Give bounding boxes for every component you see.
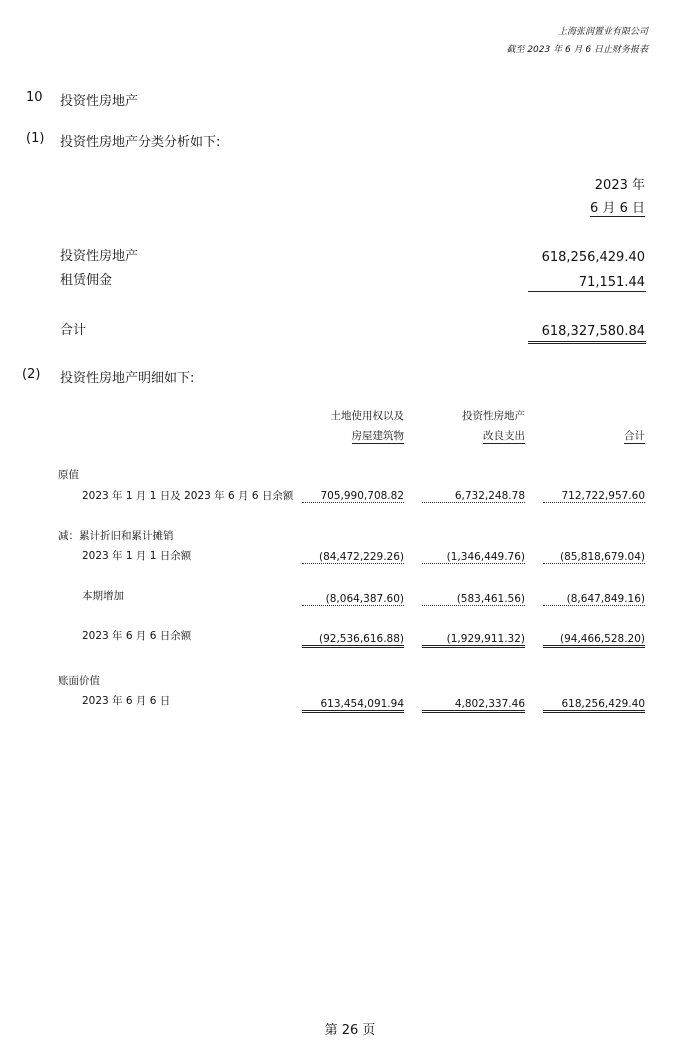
part2-number: (2) xyxy=(22,367,41,382)
dep-row-1-c3: (8,647,849.16) xyxy=(543,593,645,606)
dep-row-1-c2: (583,461.56) xyxy=(422,593,525,606)
company-name: 上海张润置业有限公司 xyxy=(557,27,648,37)
cost-row-c3: 712,722,957.60 xyxy=(543,490,645,503)
cost-row-c2: 6,732,248.78 xyxy=(422,490,525,503)
col1-header-line1: 土地使用权以及 xyxy=(330,410,404,422)
dep-row-0-c3: (85,818,679.04) xyxy=(543,551,645,564)
col3-header: 合计 xyxy=(624,430,645,442)
part1-total-value: 618,327,580.84 xyxy=(541,324,645,339)
nbv-row-label: 2023 年 6 月 6 日 xyxy=(82,695,171,707)
dep-row-1-c1: (8,064,387.60) xyxy=(302,593,404,606)
dep-row-label-1: 本期增加 xyxy=(82,590,124,602)
part1-col-year: 2023 年 xyxy=(594,178,645,193)
cost-heading: 原值 xyxy=(58,469,79,481)
part1-number: (1) xyxy=(26,131,45,146)
dep-row-2-c3: (94,466,528.20) xyxy=(543,633,645,648)
nbv-row-c2: 4,802,337.46 xyxy=(422,698,525,713)
section-number: 10 xyxy=(26,90,43,105)
col2-header-line1: 投资性房地产 xyxy=(462,410,525,422)
part1-row-value-0: 618,256,429.40 xyxy=(541,250,645,265)
dep-row-0-c1: (84,472,229.26) xyxy=(302,551,404,564)
col1-header-line2: 房屋建筑物 xyxy=(351,430,404,442)
part2-title: 投资性房地产明细如下: xyxy=(60,371,195,386)
page-number: 第 26 页 xyxy=(324,1023,376,1038)
part1-subtotal-rule xyxy=(528,291,646,292)
dep-heading: 减：累计折旧和累计摊销 xyxy=(58,530,174,542)
part1-total-rule xyxy=(528,341,646,344)
dep-row-label-0: 2023 年 1 月 1 日余额 xyxy=(82,550,192,562)
part1-row-value-1: 71,151.44 xyxy=(578,275,645,290)
part1-total-label: 合计 xyxy=(60,323,87,338)
dep-row-2-c2: (1,929,911.32) xyxy=(422,633,525,648)
dep-row-label-2: 2023 年 6 月 6 日余额 xyxy=(82,630,192,642)
part1-col-date: 6 月 6 日 xyxy=(590,197,645,217)
part1-row-label-1: 租赁佣金 xyxy=(60,273,113,288)
part1-title: 投资性房地产分类分析如下: xyxy=(60,135,221,150)
col2-header-line2: 改良支出 xyxy=(483,430,525,442)
dep-row-2-c1: (92,536,616.88) xyxy=(302,633,404,648)
nbv-row-c1: 613,454,091.94 xyxy=(302,698,404,713)
nbv-heading: 账面价值 xyxy=(58,675,100,687)
section-title: 投资性房地产 xyxy=(60,94,139,109)
report-period: 截至 2023 年 6 月 6 日止财务报表 xyxy=(506,45,648,55)
cost-row-label: 2023 年 1 月 1 日及 2023 年 6 月 6 日余额 xyxy=(82,490,294,502)
dep-row-0-c2: (1,346,449.76) xyxy=(422,551,525,564)
part1-row-label-0: 投资性房地产 xyxy=(60,249,139,264)
cost-row-c1: 705,990,708.82 xyxy=(302,490,404,503)
nbv-row-c3: 618,256,429.40 xyxy=(543,698,645,713)
